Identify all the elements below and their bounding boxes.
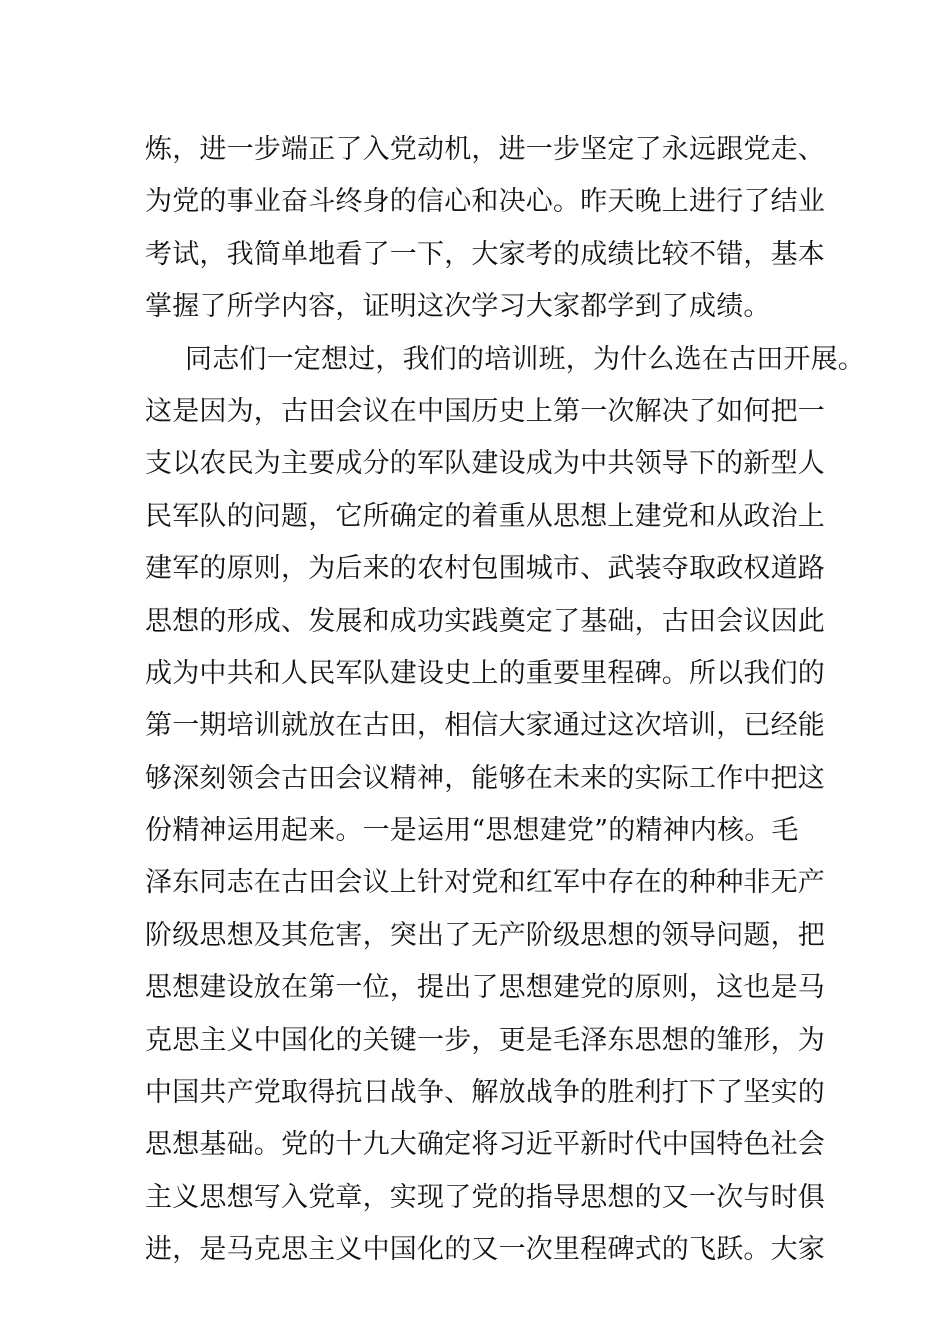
text-line: 主义思想写入党章，实现了党的指导思想的又一次与时俱	[145, 1181, 825, 1213]
text-line: 支以农民为主要成分的军队建设成为中共领导下的新型人	[145, 448, 825, 480]
text-line: 掌握了所学内容，证明这次学习大家都学到了成绩。	[145, 291, 771, 323]
text-line: 思想建设放在第一位，提出了思想建党的原则，这也是马	[145, 972, 825, 1004]
text-line: 民军队的问题，它所确定的着重从思想上建党和从政治上	[145, 500, 825, 532]
text-line: 这是因为，古田会议在中国历史上第一次解决了如何把一	[145, 395, 825, 427]
text-line: 阶级思想及其危害，突出了无产阶级思想的领导问题，把	[145, 919, 825, 951]
text-line: 成为中共和人民军队建设史上的重要里程碑。所以我们的	[145, 657, 825, 689]
text-line: 建军的原则，为后来的农村包围城市、武装夺取政权道路	[145, 553, 825, 585]
text-line: 考试，我简单地看了一下，大家考的成绩比较不错，基本	[145, 238, 825, 270]
text-line: 进，是马克思主义中国化的又一次里程碑式的飞跃。大家	[145, 1234, 825, 1266]
text-line: 克思主义中国化的关键一步，更是毛泽东思想的雏形，为	[145, 1024, 825, 1056]
text-line: 炼，进一步端正了入党动机，进一步坚定了永远跟党走、	[145, 134, 825, 165]
text-line: 为党的事业奋斗终身的信心和决心。昨天晚上进行了结业	[145, 186, 825, 218]
paragraph-first-line: 同志们一定想过，我们的培训班，为什么选在古田开展。	[185, 343, 865, 375]
text-line: 泽东同志在古田会议上针对党和红军中存在的种种非无产	[145, 867, 825, 899]
text-line: 份精神运用起来。一是运用“思想建党”的精神内核。毛	[145, 815, 799, 847]
text-line: 中国共产党取得抗日战争、解放战争的胜利打下了坚实的	[145, 1077, 825, 1109]
text-line: 思想的形成、发展和成功实践奠定了基础，古田会议因此	[145, 605, 825, 637]
text-line: 思想基础。党的十九大确定将习近平新时代中国特色社会	[145, 1129, 825, 1161]
body-text	[145, 124, 865, 1277]
text-line: 第一期培训就放在古田，相信大家通过这次培训，已经能	[145, 710, 825, 742]
text-line: 够深刻领会古田会议精神，能够在未来的实际工作中把这	[145, 762, 825, 794]
